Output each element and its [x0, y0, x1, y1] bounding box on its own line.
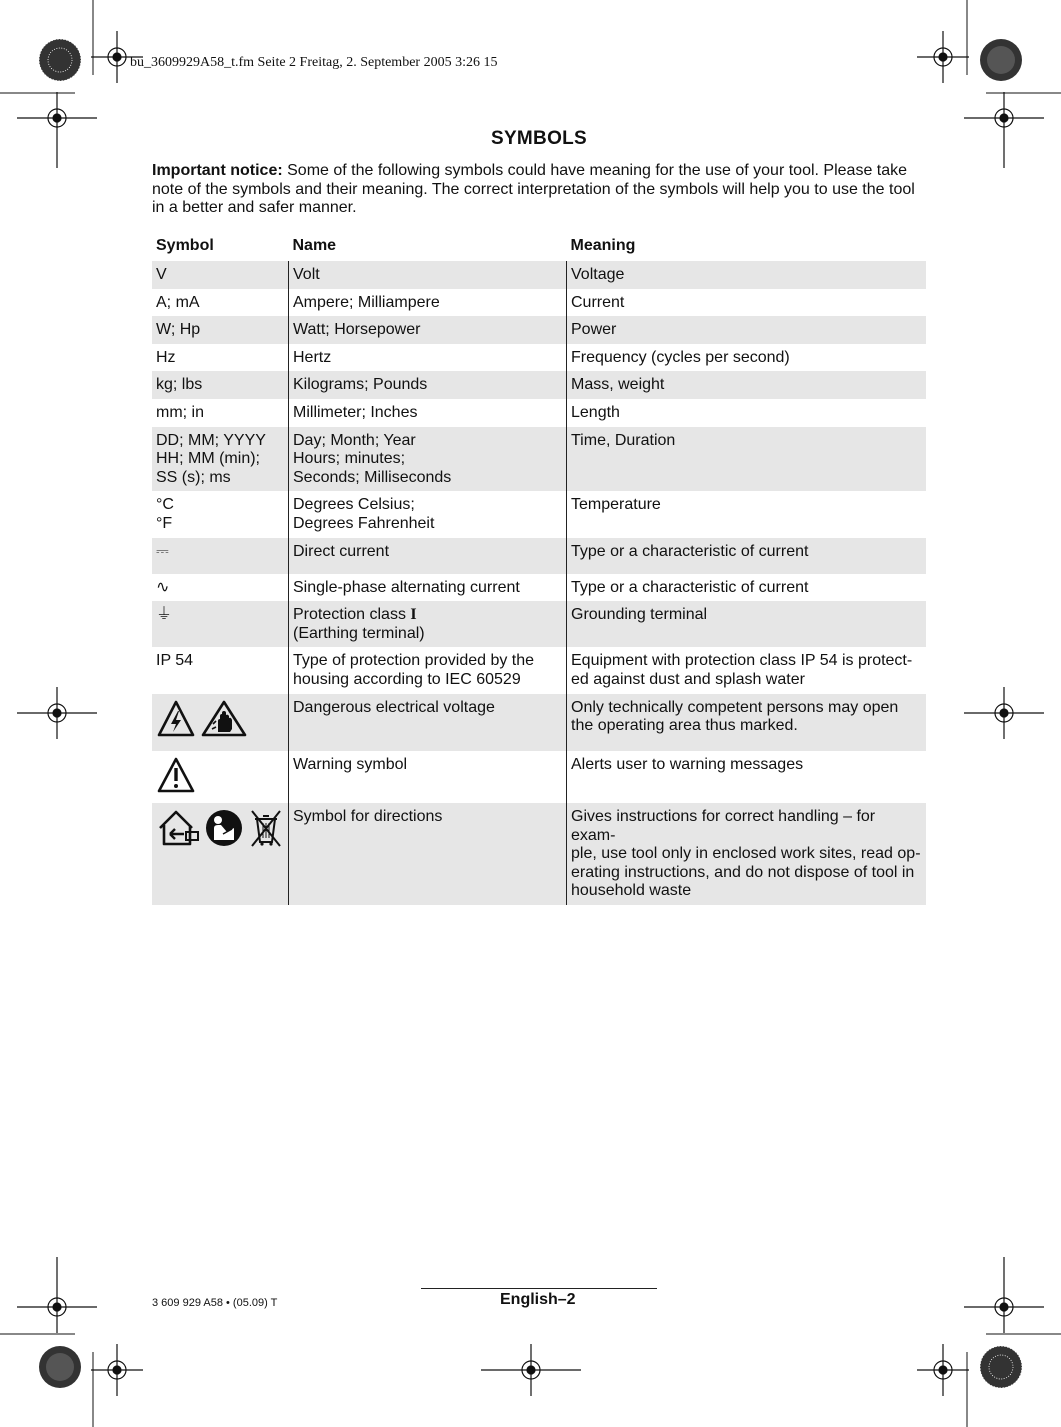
meaning-line: ple, use tool only in enclosed work sites, read op- [571, 845, 921, 863]
table-row [152, 574, 926, 602]
meaning-cell [567, 647, 927, 693]
hand-shock-warning-icon [200, 699, 248, 739]
name-cell: Volt [289, 261, 567, 289]
meaning-line: the operating area thus marked. [571, 717, 798, 735]
header-symbol: Symbol [156, 237, 214, 255]
table-row [152, 399, 926, 427]
name-line: Degrees Celsius; [293, 496, 415, 514]
table-row [152, 316, 926, 344]
page-title: SYMBOLS [490, 128, 588, 149]
meaning-cell: Power [567, 316, 927, 344]
symbol-cell [152, 491, 289, 537]
name-line: Hours; minutes; [293, 450, 406, 468]
symbol-cell: W; Hp [152, 316, 289, 344]
name-line [293, 606, 562, 625]
name-cell: Dangerous electrical voltage [289, 694, 567, 751]
meaning-cell: Grounding terminal [567, 601, 927, 647]
name-cell [289, 601, 567, 647]
table-row [152, 538, 926, 574]
meaning-line: ed against dust and splash water [571, 670, 805, 688]
name-cell: Millimeter; Inches [289, 399, 567, 427]
name-line: housing according to IEC 60529 [293, 670, 521, 688]
table-row [152, 371, 926, 399]
indoor-use-icon [156, 808, 200, 848]
symbol-line: °C [156, 496, 174, 514]
exclamation-warning-icon [156, 756, 196, 794]
symbol-cell: IP 54 [152, 647, 289, 693]
name-cell: Watt; Horsepower [289, 316, 567, 344]
name-cell: Warning symbol [289, 751, 567, 804]
lightning-warning-icon [156, 699, 196, 739]
footer-page-number: English–2 [500, 1291, 576, 1308]
meaning-cell: Mass, weight [567, 371, 927, 399]
name-cell: Ampere; Milliampere [289, 289, 567, 317]
table-row [152, 751, 926, 804]
table-row [152, 491, 926, 537]
symbol-cell: Hz [152, 344, 289, 372]
protective-earth-icon: ⏚ [152, 601, 289, 647]
name-cell: Single-phase alternating current [289, 574, 567, 602]
meaning-line: erating instructions, and do not dispose of tool in [571, 863, 915, 881]
symbol-cell: mm; in [152, 399, 289, 427]
file-header: bu_3609929A58_t.fm Seite 2 Freitag, 2. September 2005 3:26 15 [130, 55, 498, 70]
symbol-line: SS (s); ms [156, 468, 231, 486]
header-name: Name [292, 237, 337, 255]
table-row [152, 261, 926, 289]
meaning-cell [567, 694, 927, 751]
symbol-cell: kg; lbs [152, 371, 289, 399]
symbol-cell [152, 694, 289, 751]
meaning-cell: Type or a characteristic of current [571, 578, 809, 596]
meaning-cell: Type or a characteristic of current [567, 538, 927, 574]
table-row [152, 803, 926, 905]
name-cell [289, 427, 567, 492]
table-row [152, 289, 926, 317]
name-line: (Earthing terminal) [293, 624, 425, 642]
name-prefix: Protection class [293, 606, 411, 624]
table-header-row [152, 231, 926, 261]
name-line: Type of protection provided by the [293, 652, 535, 670]
symbol-cell: A; mA [152, 289, 289, 317]
symbol-cell [152, 427, 289, 492]
meaning-cell: Time, Duration [567, 427, 927, 492]
name-line: Degrees Fahrenheit [293, 514, 435, 532]
name-cell: Direct current [289, 538, 567, 574]
direct-current-icon: ⎓ [152, 538, 289, 574]
table-row [152, 344, 926, 372]
symbol-cell [152, 751, 289, 804]
name-cell [289, 491, 567, 537]
symbol-cell: V [152, 261, 289, 289]
meaning-cell: Voltage [567, 261, 927, 289]
symbols-table [152, 231, 926, 905]
symbol-line: DD; MM; YYYY [156, 431, 266, 449]
meaning-cell: Current [571, 293, 625, 311]
crossed-bin-icon [248, 808, 284, 848]
notice-text: Some of the following symbols could have meaning for the use of your tool. Please take note of the symbols and their meaning. The correct interpretation of the symbols will help you to use the tool in a better and safer manner. [152, 162, 915, 217]
name-cell [289, 647, 567, 693]
name-cell: Kilograms; Pounds [289, 371, 567, 399]
symbol-line: °F [156, 514, 173, 532]
meaning-cell: Temperature [571, 496, 661, 514]
meaning-line: Only technically competent persons may open [571, 698, 899, 716]
meaning-line: household waste [571, 882, 692, 900]
protection-class-numeral: I [410, 606, 417, 624]
name-cell: Symbol for directions [289, 803, 567, 905]
meaning-line: Gives instructions for correct handling – for exam- [571, 808, 876, 844]
read-manual-icon [204, 808, 244, 848]
important-notice [152, 162, 928, 218]
table-row [152, 601, 926, 647]
footer-doc-code: 3 609 929 A58 • (05.09) T [152, 1297, 278, 1309]
meaning-cell: Frequency (cycles per second) [571, 348, 790, 366]
symbol-line: HH; MM (min); [156, 450, 260, 468]
meaning-cell: Length [571, 403, 620, 421]
name-cell: Hertz [289, 344, 567, 372]
name-line: Day; Month; Year [293, 431, 416, 449]
alternating-current-icon: ∿ [152, 574, 289, 602]
meaning-cell: Alerts user to warning messages [571, 755, 804, 773]
name-line: Seconds; Milliseconds [293, 468, 452, 486]
table-row [152, 647, 926, 693]
meaning-line: Equipment with protection class IP 54 is protect- [571, 652, 913, 670]
meaning-cell [567, 803, 927, 905]
symbol-cell [152, 803, 289, 905]
footer-divider [421, 1288, 657, 1289]
table-row [152, 427, 926, 492]
header-meaning: Meaning [570, 237, 636, 255]
notice-label: Important notice: [152, 162, 283, 179]
table-row [152, 694, 926, 751]
